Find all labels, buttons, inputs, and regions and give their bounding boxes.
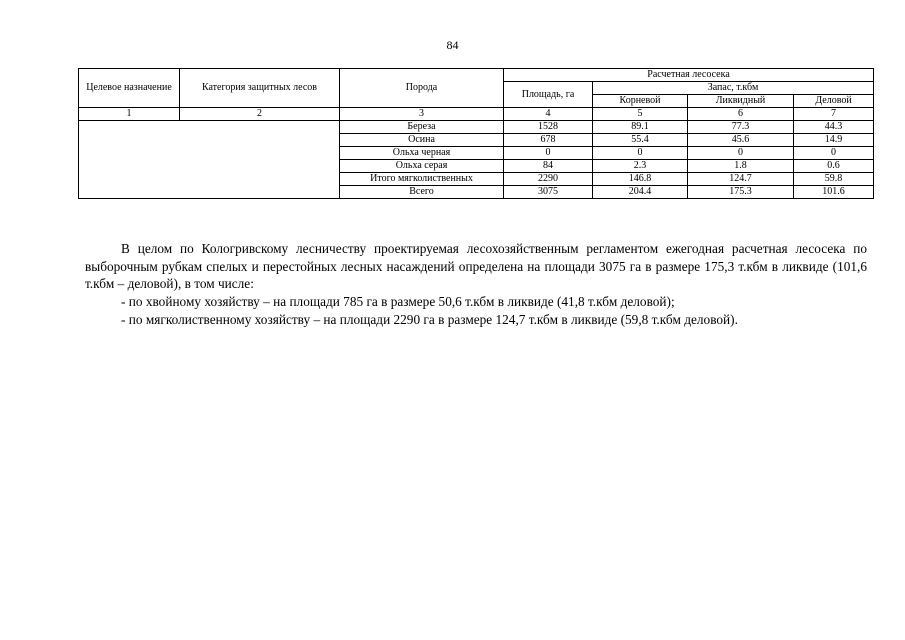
- col-number: 7: [794, 108, 874, 121]
- root-cell: 55.4: [593, 134, 688, 147]
- liquid-cell: 0: [688, 147, 794, 160]
- col-number: 6: [688, 108, 794, 121]
- page-number: 84: [446, 38, 459, 52]
- header-cutting-area: Расчетная лесосека: [504, 69, 874, 82]
- header-stock: Запас, т.кбм: [593, 82, 874, 95]
- liquid-cell: 124.7: [688, 173, 794, 186]
- header-area: Площадь, га: [504, 82, 593, 108]
- area-cell: 678: [504, 134, 593, 147]
- col-number: 1: [79, 108, 180, 121]
- header-category: Категория защитных лесов: [180, 69, 340, 108]
- col-number: 4: [504, 108, 593, 121]
- business-cell: 0.6: [794, 160, 874, 173]
- header-species: Порода: [340, 69, 504, 108]
- list-item-softwood: - по мягколиственному хозяйству – на площади 2290 га в размере 124,7 т.кбм в ликвиде (59,8 т.кбм деловой).: [121, 312, 738, 327]
- area-cell: 1528: [504, 121, 593, 134]
- list-item-coniferous: - по хвойному хозяйству – на площади 785 га в размере 50,6 т.кбм в ликвиде (41,8 т.кбм деловой);: [121, 294, 675, 309]
- area-cell: 3075: [504, 186, 593, 199]
- root-cell: 2.3: [593, 160, 688, 173]
- header-purpose: Целевое назначение: [79, 69, 180, 108]
- header-root: Корневой: [593, 95, 688, 108]
- root-cell: 204.4: [593, 186, 688, 199]
- business-cell: 14.9: [794, 134, 874, 147]
- column-number-row: [79, 108, 874, 121]
- header-liquid: Ликвидный: [688, 95, 794, 108]
- business-cell: 59.8: [794, 173, 874, 186]
- area-cell: 84: [504, 160, 593, 173]
- cutting-area-table: [78, 68, 874, 199]
- table-row: [79, 121, 874, 134]
- empty-merged-cell: [79, 121, 340, 199]
- liquid-cell: 77.3: [688, 121, 794, 134]
- col-number: 5: [593, 108, 688, 121]
- species-cell: Ольха черная: [340, 147, 504, 160]
- liquid-cell: 45.6: [688, 134, 794, 147]
- species-cell: Итого мягколиственных: [340, 173, 504, 186]
- root-cell: 146.8: [593, 173, 688, 186]
- species-cell: Ольха серая: [340, 160, 504, 173]
- root-cell: 0: [593, 147, 688, 160]
- business-cell: 101.6: [794, 186, 874, 199]
- area-cell: 0: [504, 147, 593, 160]
- root-cell: 89.1: [593, 121, 688, 134]
- business-cell: 44.3: [794, 121, 874, 134]
- col-number: 3: [340, 108, 504, 121]
- business-cell: 0: [794, 147, 874, 160]
- col-number: 2: [180, 108, 340, 121]
- species-cell: Осина: [340, 134, 504, 147]
- species-cell: Береза: [340, 121, 504, 134]
- liquid-cell: 175.3: [688, 186, 794, 199]
- summary-paragraph: В целом по Кологривскому лесничеству проектируемая лесохозяйственным регламентом ежегодная расчетная лесосека по выборочным рубкам спелых и перестойных лесных насаждений определена на площади 3075 га в размере 175,3 т.кбм в ликвиде (101,6 т.кбм – деловой), в том числе:: [85, 241, 867, 291]
- area-cell: 2290: [504, 173, 593, 186]
- liquid-cell: 1.8: [688, 160, 794, 173]
- header-business: Деловой: [794, 95, 874, 108]
- species-cell: Всего: [340, 186, 504, 199]
